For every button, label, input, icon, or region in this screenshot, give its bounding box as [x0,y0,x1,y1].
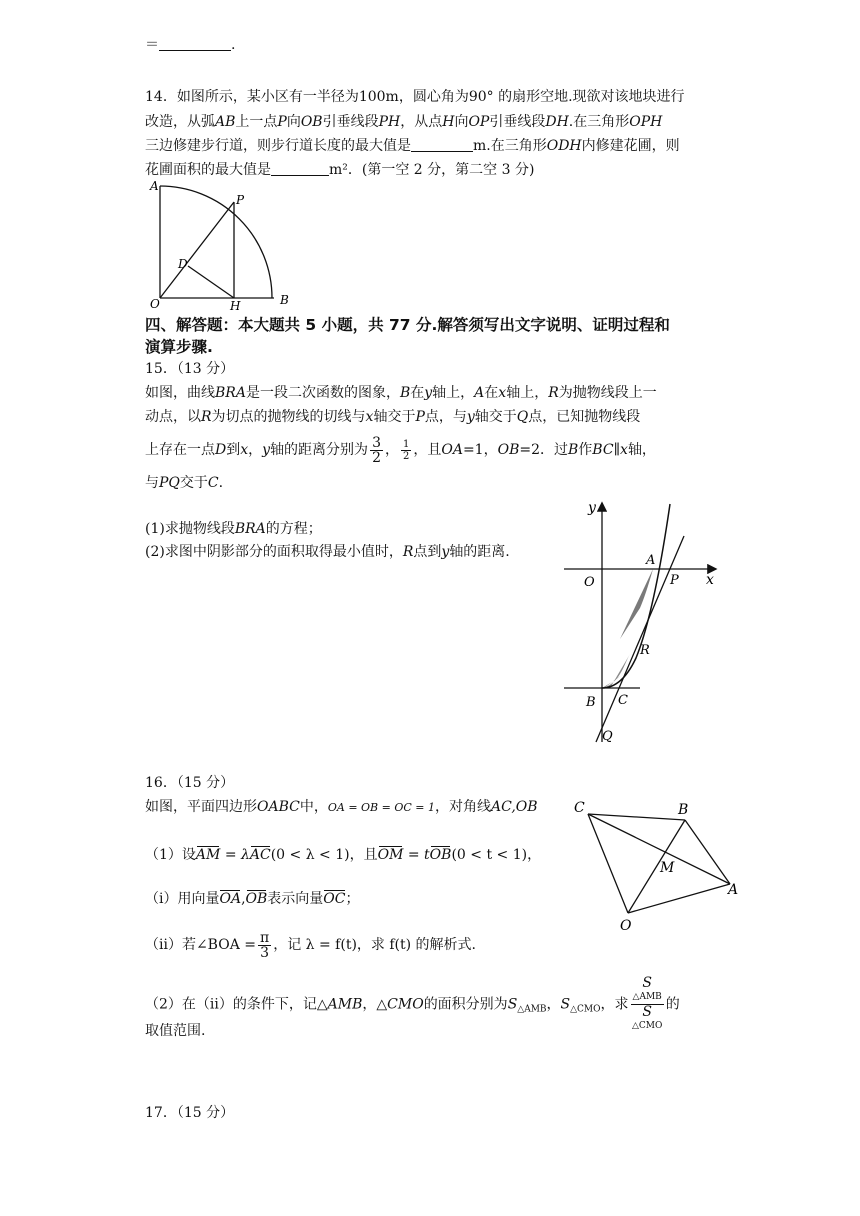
parabola-figure [560,494,730,746]
q13-answer-line [145,36,725,54]
q15-line-4: 与PQ交于C. [145,475,224,491]
shaded-region-top [620,569,653,639]
q16-part-1-ii: （ⅱ）若∠BOA = $\frac{\pi}{3}$ ，记 λ = f(t)，求 f(t) 的解析式. [145,929,476,961]
label-A: A [646,553,656,568]
label-O: O [620,918,632,934]
label-M: M [660,860,675,876]
label-y: y [588,500,596,516]
q16-part-1: （1）设AM = λAC(0 < λ < 1)，且OM = tOB(0 < t < 1)， [145,847,542,863]
q15-line-2: 动点，以R为切点的抛物线的切线与x轴交于P点，与y轴交于Q点，已知抛物线段 [145,409,641,425]
question-number: 14． [145,89,177,105]
q16-part-2-line-1: （2）在（ⅱ）的条件下，记△AMB，△CMO的面积分别为$S_{\triangle AMB}$，$S_{\triangle CMO}$，求 S △AMB S △CMO 的 [145,975,680,1031]
fraction-pi-3: $\frac{\pi}{3}$ [260,929,270,961]
label-C: C [574,800,585,816]
label-A: A [150,179,159,193]
q14-line-2: 改造，从弧AB上一点P向OB引垂线段PH，从点H向OP引垂线段DH.在三角形OPH [145,114,663,130]
label-O: O [150,297,160,311]
label-P: P [670,573,679,588]
q15-line-3: 上存在一点D到x，y轴的距离分别为 $\frac{3}{2}$ ， $\frac{1}{2}$ ，且OA=1，OB=2．过B作BC∥x轴， [145,434,656,466]
q16-part-1-i: （ⅰ）用向量OA,OB表示向量OC； [145,891,360,907]
q15-subquestion-2: (2)求图中阴影部分的面积取得最小值时，R点到y轴的距离. [145,544,510,560]
label-Q: Q [602,729,613,744]
parabola-curve [602,504,670,688]
section-heading: 四、解答题：本大题共 5 小题，共 77 分.解答须写出文字说明、证明过程和 演算步骤. [145,316,670,356]
q14-line-4: 花圃面积的最大值是 m²．(第一空 2 分，第二空 3 分) [145,162,535,178]
sector-figure [148,178,298,312]
label-R: R [640,643,650,658]
answer-blank-1[interactable] [411,137,473,152]
equals-sign: ＝ [145,37,159,53]
label-H: H [230,299,241,312]
q16-line-1: 如图，平面四边形OABC中，OA = OB = OC = 1，对角线AC,OB [145,799,538,815]
label-x: x [706,572,714,588]
label-B: B [586,695,596,710]
answer-blank-2[interactable] [271,161,329,176]
label-B: B [678,802,689,818]
area-ratio-fraction: S △AMB S △CMO [631,975,663,1031]
period: . [231,37,236,53]
label-P: P [236,193,245,207]
tangent-line [596,536,684,742]
answer-blank[interactable] [159,36,231,51]
quadrilateral-figure [568,796,748,936]
label-B: B [280,293,289,307]
q14-line-3: 三边修建步行道，则步行道长度的最大值是 m.在三角形ODH内修建花圃，则 [145,138,680,154]
label-O: O [584,575,595,590]
q15-header: 15．（13 分） [145,361,235,377]
q15-subquestion-1: (1)求抛物线段BRA的方程； [145,521,322,537]
q15-line-1: 如图，曲线BRA是一段二次函数的图象，B在y轴上，A在x轴上，R为抛物线段上一 [145,385,657,401]
label-A: A [728,882,739,898]
fraction-3-2: $\frac{3}{2}$ [372,434,381,466]
q17-header: 17．（15 分） [145,1105,235,1121]
q16-part-2-line-2: 取值范围. [145,1023,206,1039]
fraction-1-2: $\frac{1}{2}$ [402,438,410,462]
label-D: D [178,257,188,271]
q16-header: 16．（15 分） [145,775,235,791]
q14-line-1: 14．如图所示，某小区有一半径为100m，圆心角为90° 的扇形空地.现欲对该地块进行 [145,89,685,105]
label-C: C [618,693,628,708]
